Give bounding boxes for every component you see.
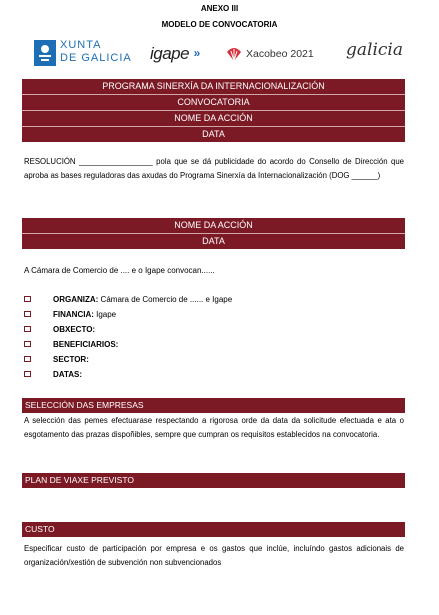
- annex-label: ANEXO III: [200, 4, 239, 13]
- plan-section-header: PLAN DE VIAXE PREVISTO: [22, 473, 405, 488]
- bullet-icon: [24, 356, 31, 362]
- cost-paragraph: Especificar custo de participación por empresa e os gastos que inclúe, incluíndo gastos adicionais de organización/xestión de subvención non subvencionados: [24, 544, 404, 567]
- detail-item: FINANCIA: Igape: [24, 309, 116, 321]
- action-band-row: DATA: [202, 236, 225, 246]
- program-band-row: DATA: [202, 129, 225, 139]
- igape-logo: [150, 44, 210, 66]
- bullet-icon: [24, 296, 31, 302]
- resolution-paragraph: RESOLUCIÓN _________________ pola que se dá publicidade do acordo do Consello de Dirección que aproba as bases reguladoras das axudas do Programa Sinerxía da Internacionalización (DOG ______): [24, 157, 404, 180]
- xacobeo-logo-text: Xacobeo 2021: [246, 48, 314, 60]
- xacobeo-logo: [226, 44, 322, 66]
- xunta-logo-line1: XUNTA: [60, 39, 102, 51]
- bullet-icon: [24, 326, 31, 332]
- action-band: [22, 218, 405, 249]
- action-band-row: NOME DA ACCIÓN: [22, 218, 405, 234]
- program-band-row: NOME DA ACCIÓN: [22, 111, 405, 127]
- detail-item: OBXECTO:: [24, 324, 95, 336]
- program-band-row: CONVOCATORIA: [22, 95, 405, 111]
- bullet-icon: [24, 341, 31, 347]
- xunta-logo: [34, 38, 132, 68]
- detail-item: BENEFICIARIOS:: [24, 339, 118, 351]
- bullet-icon: [24, 371, 31, 377]
- document-title: MODELO DE CONVOCATORIA: [161, 20, 278, 29]
- cost-section-header: CUSTO: [22, 522, 405, 537]
- program-band: [22, 79, 405, 142]
- detail-item: ORGANIZA: Cámara de Comercio de ...... e Igape: [24, 294, 232, 306]
- xunta-emblem-icon: [34, 40, 56, 66]
- selection-section-header: SELECCIÓN DAS EMPRESAS: [22, 398, 405, 413]
- program-band-row: PROGRAMA SINERXÍA DA INTERNACIONALIZACIÓN: [22, 79, 405, 95]
- igape-arrows-icon: »: [193, 46, 201, 60]
- bullet-icon: [24, 311, 31, 317]
- galicia-logo: [346, 40, 406, 64]
- igape-logo-text: igape: [150, 44, 190, 63]
- galicia-logo-text: galicia: [346, 40, 403, 60]
- xacobeo-shell-icon: [226, 46, 242, 62]
- detail-item: SECTOR:: [24, 354, 89, 366]
- detail-item: DATAS:: [24, 369, 82, 381]
- intro-text: A Cámara de Comercio de .... e o Igape convocan......: [24, 266, 215, 275]
- xunta-logo-line2: DE GALICIA: [60, 52, 132, 64]
- selection-paragraph: A selección das pemes efectuarase respectando a rigorosa orde da data da solicitude efectuada e ata o esgotamento das prazas dispoñibles, sempre que cumpran os requisitos establecidos na convocatoria.: [24, 416, 404, 439]
